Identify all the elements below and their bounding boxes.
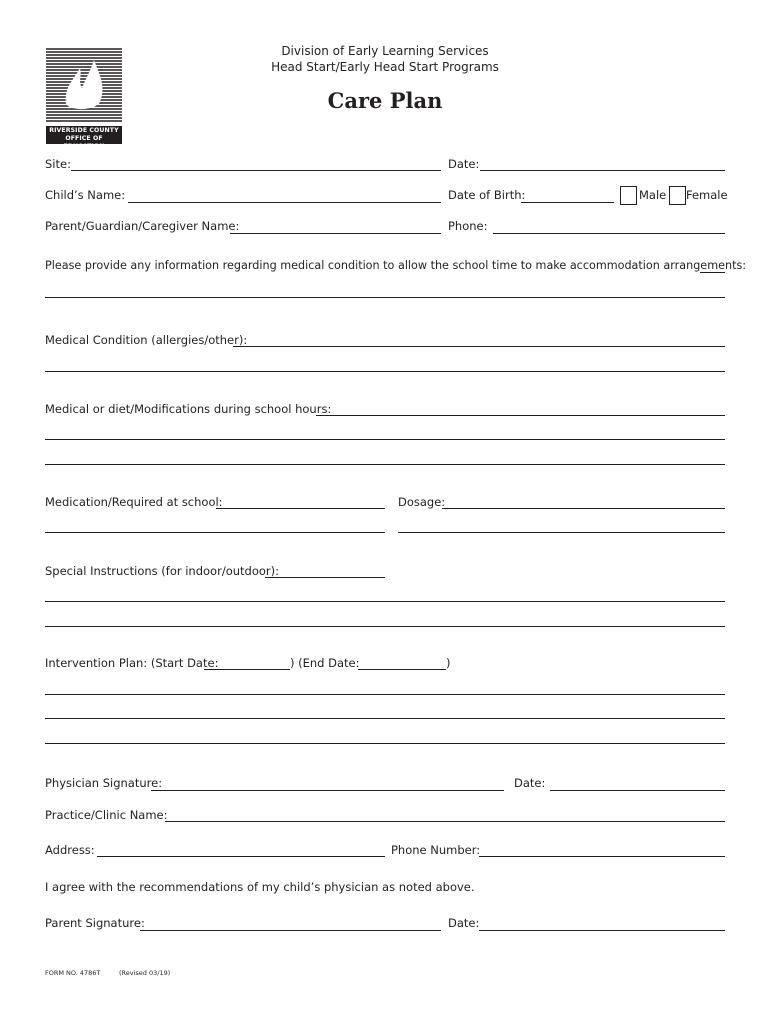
intervention-line-2[interactable] xyxy=(45,718,725,719)
diet-modifications-line-2[interactable] xyxy=(45,464,725,465)
date-of-birth-field[interactable] xyxy=(521,202,614,203)
dosage-line[interactable] xyxy=(398,532,725,533)
medical-condition-field[interactable] xyxy=(233,346,725,347)
address-label: Address: xyxy=(45,843,95,857)
site-field[interactable] xyxy=(71,170,441,171)
male-checkbox[interactable] xyxy=(620,186,637,205)
parent-name-field[interactable] xyxy=(230,233,441,234)
special-instructions-line-1[interactable] xyxy=(45,601,725,602)
programs-heading: Head Start/Early Head Start Programs xyxy=(271,60,499,74)
physician-date-label: Date: xyxy=(514,776,546,790)
special-instructions-field[interactable] xyxy=(265,577,385,578)
date-label: Date: xyxy=(448,157,480,171)
phone-number-field[interactable] xyxy=(479,856,725,857)
special-instructions-line-2[interactable] xyxy=(45,626,725,627)
diet-modifications-line-1[interactable] xyxy=(45,439,725,440)
start-date-field[interactable] xyxy=(204,669,290,670)
intervention-line-1[interactable] xyxy=(45,694,725,695)
form-number: FORM NO. 4786T xyxy=(45,969,101,977)
physician-date-field[interactable] xyxy=(550,790,725,791)
physician-signature-field[interactable] xyxy=(151,790,504,791)
parent-signature-field[interactable] xyxy=(140,930,441,931)
parent-date-label: Date: xyxy=(448,916,480,930)
medical-info-prompt: Please provide any information regarding medical condition to allow the school time to make accommodation arrangements: xyxy=(45,259,747,272)
agreement-text: I agree with the recommendations of my child’s physician as noted above. xyxy=(45,880,475,894)
physician-signature-label: Physician Signature: xyxy=(45,776,163,790)
address-field[interactable] xyxy=(97,856,385,857)
medication-line[interactable] xyxy=(45,532,385,533)
medication-field[interactable] xyxy=(216,508,385,509)
intervention-line-3[interactable] xyxy=(45,743,725,744)
medical-info-line[interactable] xyxy=(45,297,725,298)
date-of-birth-label: Date of Birth: xyxy=(448,188,526,202)
logo-text-line2: OFFICE OF EDUCATION xyxy=(63,135,105,150)
child-name-field[interactable] xyxy=(128,202,441,203)
page-title: Care Plan xyxy=(327,88,443,113)
medication-label: Medication/Required at school: xyxy=(45,495,223,509)
phone-label: Phone: xyxy=(448,219,488,233)
diet-modifications-label: Medical or diet/Modifications during school hours: xyxy=(45,402,332,416)
diet-modifications-field[interactable] xyxy=(316,415,725,416)
practice-clinic-label: Practice/Clinic Name: xyxy=(45,808,168,822)
revision-date: (Revised 03/19) xyxy=(119,969,171,977)
medical-info-field-end[interactable] xyxy=(700,272,725,273)
intervention-plan-label: Intervention Plan: (Start Date: xyxy=(45,656,219,670)
dosage-field[interactable] xyxy=(442,508,725,509)
phone-number-label: Phone Number: xyxy=(391,843,481,857)
medical-condition-label: Medical Condition (allergies/other): xyxy=(45,333,248,347)
parent-date-field[interactable] xyxy=(479,930,725,931)
male-label: Male xyxy=(639,188,667,202)
special-instructions-label: Special Instructions (for indoor/outdoor): xyxy=(45,564,279,578)
logo-text-line1: RIVERSIDE COUNTY xyxy=(49,127,119,134)
phone-field[interactable] xyxy=(493,233,725,234)
end-date-label: ) (End Date: xyxy=(290,656,360,670)
female-checkbox[interactable] xyxy=(669,186,686,205)
female-label: Female xyxy=(686,188,728,202)
parent-name-label: Parent/Guardian/Caregiver Name: xyxy=(45,219,240,233)
dosage-label: Dosage: xyxy=(398,495,446,509)
end-date-field[interactable] xyxy=(358,669,446,670)
child-name-label: Child’s Name: xyxy=(45,188,126,202)
practice-clinic-field[interactable] xyxy=(165,821,725,822)
division-heading: Division of Early Learning Services xyxy=(281,44,489,58)
site-label: Site: xyxy=(45,157,71,171)
medical-condition-line[interactable] xyxy=(45,371,725,372)
end-date-close: ) xyxy=(446,656,451,670)
date-field[interactable] xyxy=(480,170,725,171)
parent-signature-label: Parent Signature: xyxy=(45,916,145,930)
